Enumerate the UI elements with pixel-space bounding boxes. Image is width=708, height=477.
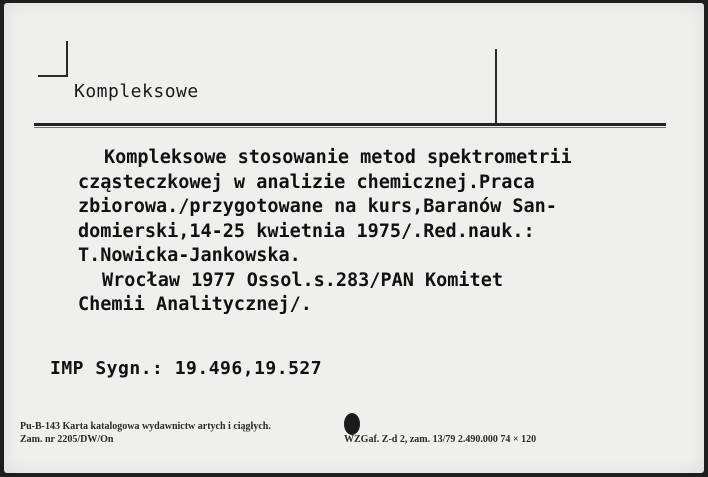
entry-line: Chemii Analitycznej/. (78, 294, 312, 315)
entry-line: Wrocław 1977 Ossol.s.283/PAN Komitet (102, 269, 503, 291)
corner-mark-vertical (66, 41, 68, 77)
entry-line: zbiorowa./przygotowane na kurs,Baranów San- (78, 196, 557, 217)
entry-line: T.Nowicka-Jankowska. (78, 245, 301, 266)
entry-line: domierski,14-25 kwietnia 1975/.Red.nauk.: (78, 220, 535, 242)
entry-line: cząsteczkowej w analizie chemicznej.Praca (78, 171, 535, 193)
punch-hole-icon (344, 413, 360, 435)
footer-line-1: Pu-B-143 Karta katalogowa wydawnictw artych i ciągłych. (20, 421, 271, 432)
call-number: IMP Sygn.: 19.496,19.527 (50, 358, 323, 379)
header-rule (34, 123, 666, 126)
header-divider-vertical (495, 49, 497, 125)
card-heading: Kompleksowe (74, 81, 199, 102)
catalog-card (4, 3, 704, 473)
header-rule-thin (34, 127, 666, 128)
corner-mark-horizontal (38, 75, 68, 77)
entry-line: Kompleksowe stosowanie metod spektrometrii (104, 147, 572, 168)
footer-line-2-left: Zam. nr 2205/DW/On (20, 434, 114, 445)
bibliographic-entry (74, 146, 674, 318)
footer-line-2-right: WZGaf. Z-d 2, zam. 13/79 2.490.000 74 × 120 (344, 434, 537, 445)
